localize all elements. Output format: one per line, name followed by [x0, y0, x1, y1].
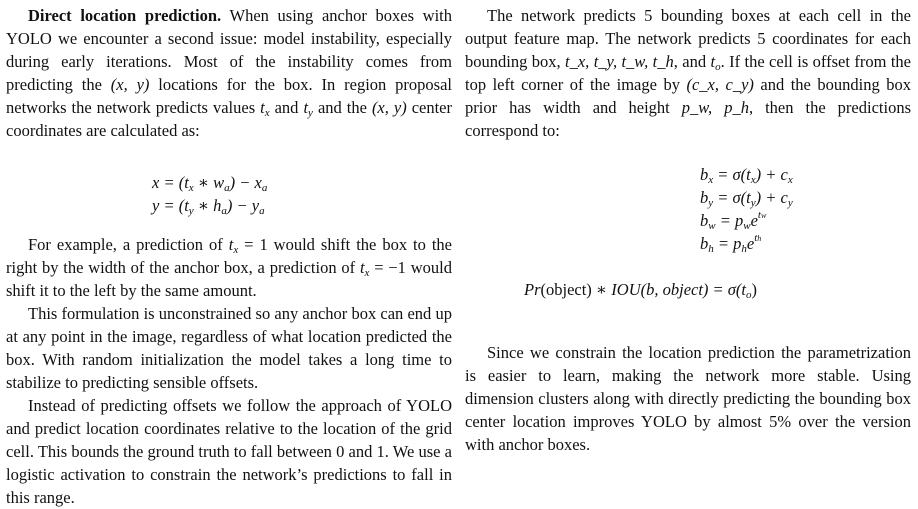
right-equations: [700, 163, 860, 255]
right-column: [465, 4, 911, 142]
predictions-paragraph: The network predicts 5 bounding boxes at each cell in the output feature map. The network predicts 5 coordinates for each bounding box, t_x, t_y, t_w, t_h, and $t_o$. If the cell is offset from the top left corner of the image by (c_x, c_y) and the bounding box prior has width and height p_w, p_h, then the predictions correspond to:: [465, 6, 911, 140]
direct-location-paragraph: Direct location prediction. When using anchor boxes with YOLO we encounter a second issue: model instability, especially during early iterations. Most of the instability comes from predicting the (x, y) locations for the box. In region proposal networks the network predicts values $t_x$ and $t_y$ and the (x, y) center coordinates are calculated as:: [6, 6, 453, 140]
equation-x: $x = (t_x$ ∗ $w_a) - x_a$: [152, 173, 268, 194]
left-equations: [152, 171, 267, 217]
equation-bw: $b_w = p_we^{tw}$: [700, 209, 767, 232]
example-paragraph: For example, a prediction of $t_x = 1$ would shift the box to the right by the width of the anchor box, a prediction of $t_x = -1$ would shift it to the left by the same amount.: [6, 235, 453, 300]
objectness-equation: Pr(object) ∗ IOU(b, object) = $\sigma(t_o)$: [524, 280, 758, 301]
equation-y: $y = (t_y$ ∗ $h_a) - y_a$: [152, 196, 265, 217]
offsets-paragraph: Instead of predicting offsets we follow the approach of YOLO and predict location coordinates relative to the location of the grid cell. This bounds the ground truth to fall between 0 and 1. We use a logistic activation to constrain the network’s predictions to fall in this range.: [6, 396, 452, 507]
left-column-lower: [6, 233, 452, 509]
equation-by: $b_y = \sigma(t_y) + c_y$: [700, 188, 793, 209]
right-column-lower: [465, 341, 911, 456]
stability-paragraph: Since we constrain the location prediction the parametrization is easier to learn, making the network more stable. Using dimension clusters along with directly predicting the bounding box center location improves YOLO by almost 5% over the version with anchor boxes.: [465, 343, 911, 454]
unconstrained-paragraph: This formulation is unconstrained so any anchor box can end up at any point in the image, regardless of what location predicted the box. With random initialization the model takes a long time to stabilize to predicting sensible offsets.: [6, 304, 452, 392]
left-column: [6, 4, 452, 142]
equation-bh: $b_h = p_he^{th}$: [700, 232, 762, 255]
equation-bx: $b_x = \sigma(t_x) + c_x$: [700, 165, 793, 186]
section-heading: Direct location prediction.: [28, 6, 222, 25]
